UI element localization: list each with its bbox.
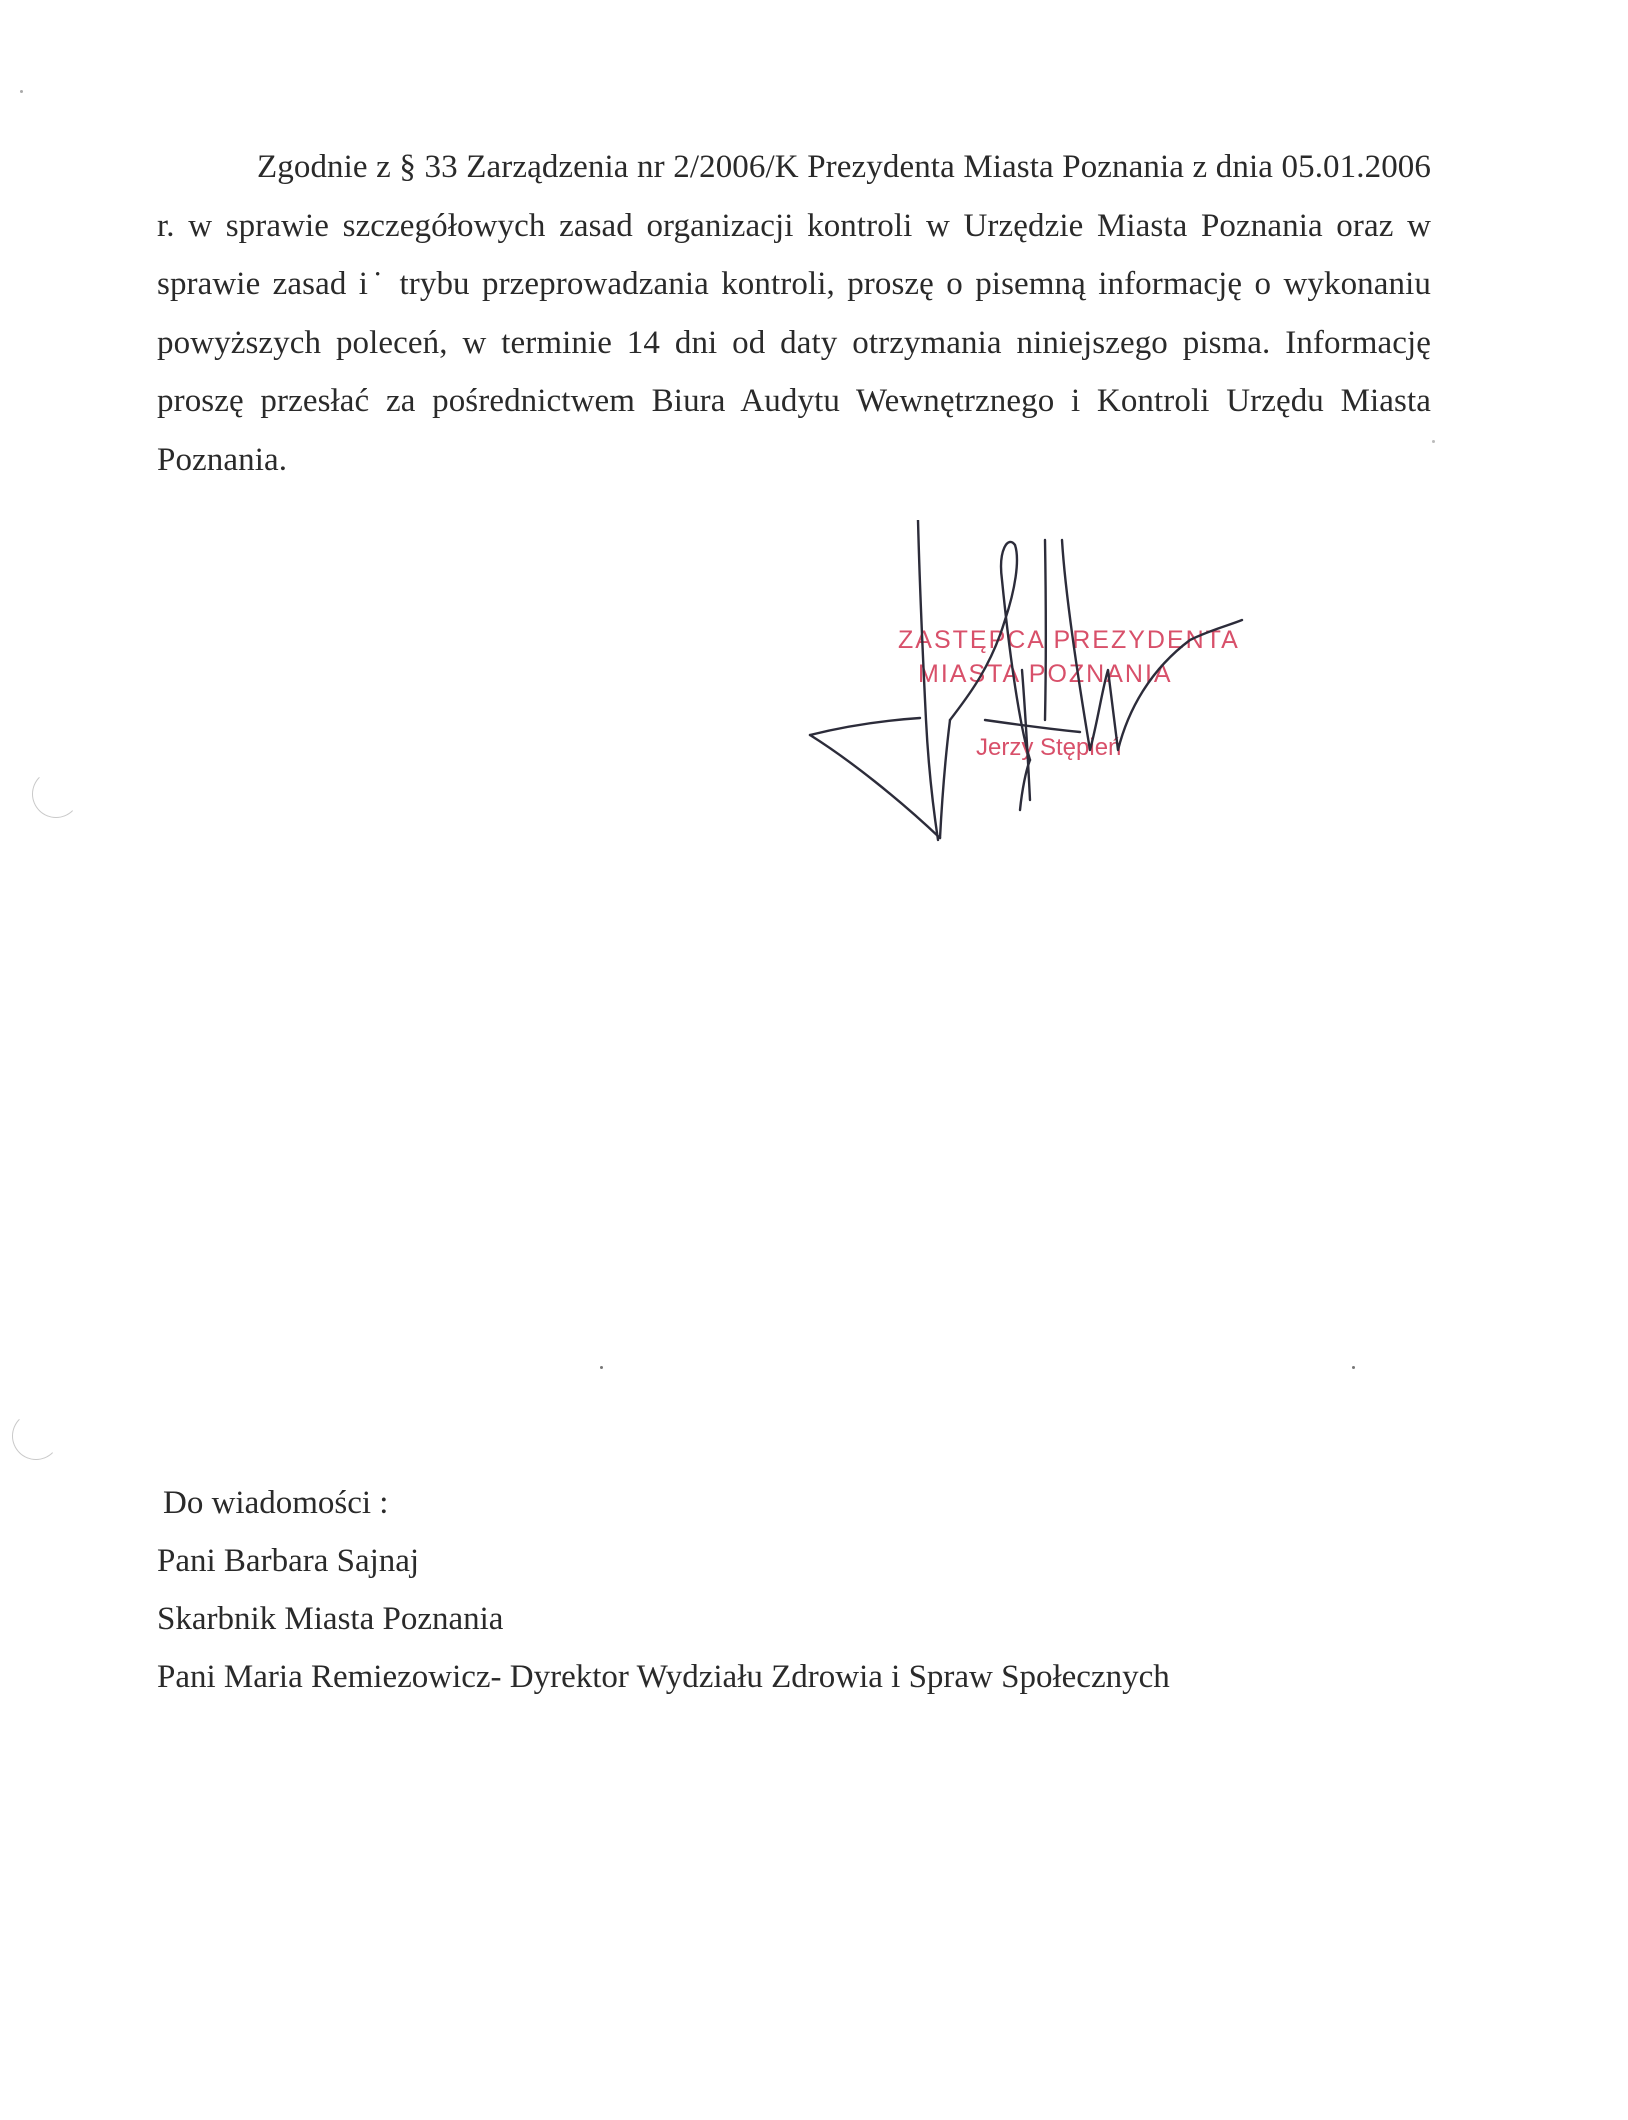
punch-hole-mark — [32, 770, 80, 818]
scan-speck — [1432, 440, 1435, 443]
stamp-signer-name: Jerzy Stępień — [976, 734, 1122, 761]
distribution-recipient: Pani Maria Remiezowicz- Dyrektor Wydziału Zdrowia i Spraw Społecznych — [157, 1659, 1170, 1695]
letter-paragraph: Zgodnie z § 33 Zarządzenia nr 2/2006/K Prezydenta Miasta Poznania z dnia 05.01.2006 r. w sprawie szczegółowych zasad organizacji kontroli w Urzędzie Miasta Poznania oraz w sprawie zasad i˙ trybu przeprowadzania kontroli, proszę o pisemną informację o wykonaniu powyższych poleceń, w terminie 14 dni od daty otrzymania niniejszego pisma. Informację proszę przesłać za pośrednictwem Biura Audytu Wewnętrznego i Kontroli Urzędu Miasta Poznania. — [157, 149, 1431, 478]
scan-speck — [1352, 1366, 1355, 1369]
stamp-graphic — [790, 520, 1350, 850]
distribution-heading: Do wiadomości : — [163, 1485, 389, 1521]
punch-hole-mark — [12, 1412, 60, 1460]
stamp-title-line2: MIASTA POZNANIA — [918, 660, 1173, 688]
distribution-list — [157, 1474, 1170, 1706]
distribution-recipient: Skarbnik Miasta Poznania — [157, 1601, 504, 1637]
scan-speck — [600, 1366, 603, 1369]
distribution-recipient: Pani Barbara Sajnaj — [157, 1543, 420, 1579]
stamp-title-line1: ZASTĘPCA PREZYDENTA — [898, 626, 1240, 654]
scan-speck — [20, 90, 23, 93]
signature-stamp — [790, 520, 1350, 850]
